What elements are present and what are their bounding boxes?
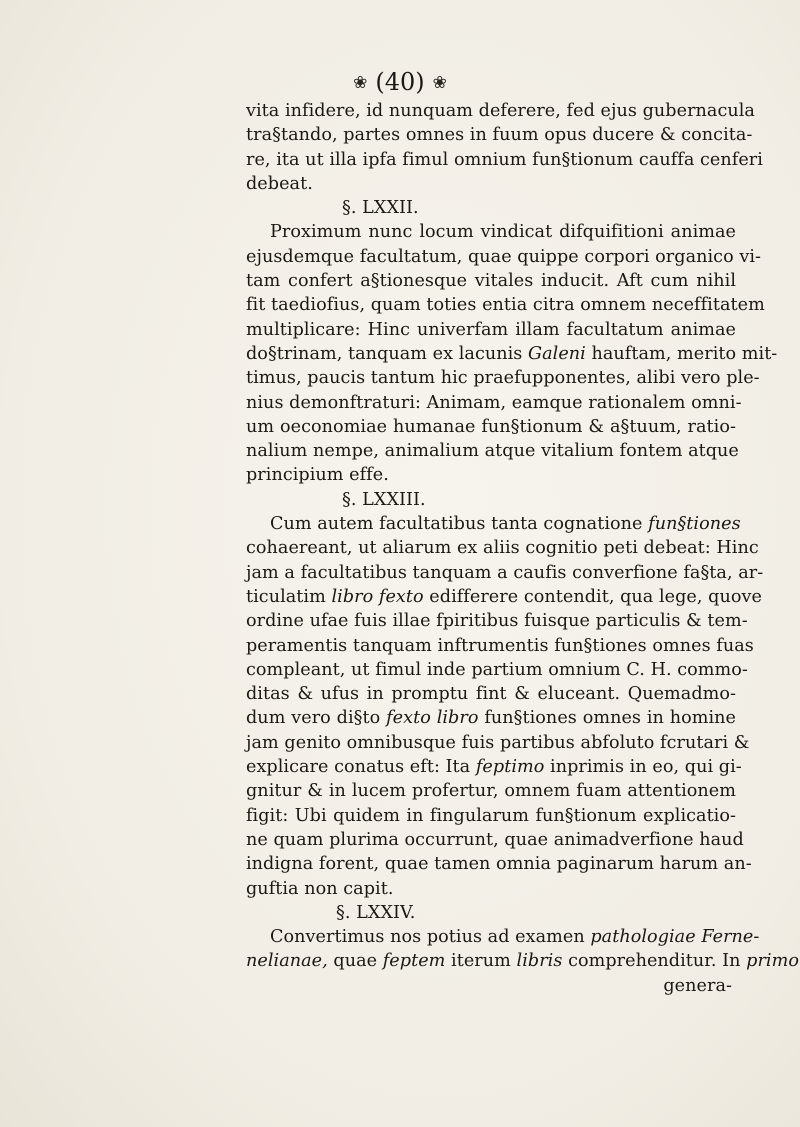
- text-line: tam confert a§tionesque vitales inducit. Aft cum nihil: [246, 271, 736, 292]
- text-line: ditas & ufus in promptu fint & eluceant. Quemadmo-: [246, 684, 736, 705]
- text-line: jam genito omnibusque fuis partibus abfoluto fcrutari &: [246, 732, 750, 753]
- ornament-right-icon: ❀: [432, 73, 447, 93]
- section-heading-72: §. LXXII.: [342, 198, 419, 219]
- text-line: fit taediofius, quam toties entia citra omnem neceffitatem: [246, 295, 765, 316]
- italic-term: fexto libro: [386, 708, 479, 729]
- text-line: [246, 706, 736, 730]
- text-line: debeat.: [246, 173, 313, 194]
- text-span: Cum autem facultatibus tanta cognatione: [270, 514, 649, 535]
- text-line: [246, 585, 762, 609]
- ornament-left-icon: ❀: [353, 73, 368, 93]
- text-span: iterum: [445, 951, 517, 972]
- text-line: [246, 342, 778, 366]
- text-line: um oeconomiae humanae fun§tionum & a§tuum, ratio-: [246, 416, 736, 437]
- page-number: (40): [375, 68, 425, 96]
- text-line: nius demonftraturi: Animam, eamque rationalem omni-: [246, 392, 742, 413]
- text-span: fun§tiones omnes in homine: [478, 708, 737, 729]
- text-span: explicare conatus eft: Ita: [246, 757, 476, 778]
- text-line: nalium nempe, animalium atque vitalium fontem atque: [246, 441, 739, 462]
- text-span: dum vero di§to: [246, 708, 387, 729]
- catchword: genera-: [663, 975, 732, 996]
- italic-name-galeni: Galeni: [528, 343, 586, 364]
- section-heading-74: §. LXXIV.: [336, 902, 416, 923]
- text-span: quae: [327, 951, 383, 972]
- italic-term: libro fexto: [331, 586, 424, 607]
- text-span: inprimis in eo, qui gi-: [544, 757, 742, 778]
- text-line: figit: Ubi quidem in fingularum fun§tionum explicatio-: [246, 805, 736, 826]
- text-span: hauftam, merito mit-: [585, 343, 778, 364]
- text-span: Convertimus nos potius ad examen: [270, 927, 591, 948]
- text-line: Proximum nunc locum vindicat difquifitioni animae: [270, 222, 736, 243]
- section-heading-73: §. LXXIII.: [342, 489, 426, 510]
- text-line: jam a facultatibus tanquam a caufis converfione fa§ta, ar-: [246, 562, 764, 583]
- text-line: [246, 925, 760, 949]
- body-text: [246, 99, 799, 998]
- italic-term: pathologiae Ferne-: [590, 927, 760, 948]
- text-line: [246, 755, 742, 779]
- text-line: indigna forent, quae tamen omnia paginarum harum an-: [246, 854, 752, 875]
- italic-term: fun§tiones: [648, 514, 741, 535]
- text-line: timus, paucis tantum hic praefupponentes, alibi vero ple-: [246, 368, 760, 389]
- text-line: principium effe.: [246, 465, 389, 486]
- text-line: re, ita ut illa ipfa fimul omnium fun§tionum cauffa cenferi: [246, 149, 763, 170]
- text-line: cohaereant, ut aliarum ex aliis cognitio peti debeat: Hinc: [246, 538, 759, 559]
- text-line: guftia non capit.: [246, 878, 394, 899]
- text-line: [246, 512, 741, 536]
- italic-term: nelianae,: [246, 951, 328, 972]
- italic-term: primo: [746, 951, 799, 972]
- text-line: gnitur & in lucem profertur, omnem fuam attentionem: [246, 781, 736, 802]
- text-span: ticulatim: [246, 586, 332, 607]
- text-span: do§trinam, tanquam ex lacunis: [246, 343, 529, 364]
- text-line: ejusdemque facultatum, quae quippe corpori organico vi-: [246, 246, 762, 267]
- text-line: ne quam plurima occurrunt, quae animadverfione haud: [246, 829, 744, 850]
- text-span: comprehenditur. In: [562, 951, 747, 972]
- italic-term: libris: [516, 951, 563, 972]
- text-line: compleant, ut fimul inde partium omnium C. H. commo-: [246, 659, 748, 680]
- page-header: [0, 68, 800, 97]
- text-line: tra§tando, partes omnes in fuum opus ducere & concita-: [246, 125, 753, 146]
- italic-term: feptimo: [475, 757, 545, 778]
- text-line: peramentis tanquam inftrumentis fun§tiones omnes fuas: [246, 635, 754, 656]
- text-line: vita infidere, id nunquam deferere, fed ejus gubernacula: [246, 101, 755, 121]
- text-line: [246, 949, 799, 973]
- text-span: edifferere contendit, qua lege, quove: [423, 586, 762, 607]
- text-line: multiplicare: Hinc univerfam illam facultatum animae: [246, 319, 736, 340]
- text-line: ordine ufae fuis illae fpiritibus fuisque particulis & tem-: [246, 611, 748, 632]
- italic-term: feptem: [382, 951, 446, 972]
